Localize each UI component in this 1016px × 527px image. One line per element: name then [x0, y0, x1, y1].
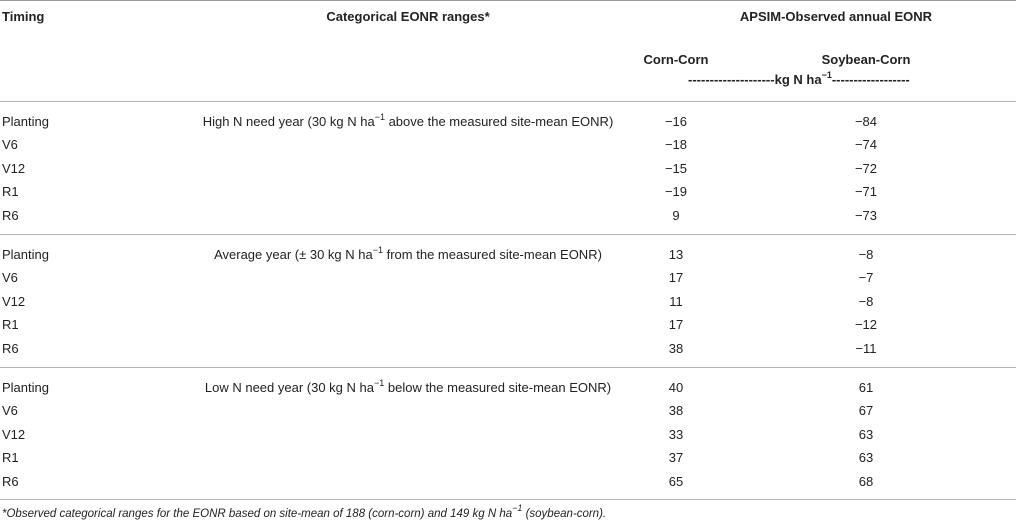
cell-soybean-corn: −8 — [858, 247, 874, 262]
cell-timing: Planting — [2, 380, 49, 395]
cell-timing: Planting — [2, 114, 49, 129]
cell-corn-corn: 38 — [668, 340, 684, 356]
cell-timing: V12 — [2, 160, 26, 176]
cell-category — [190, 378, 626, 398]
cell-corn-corn: −15 — [664, 160, 688, 176]
header-categorical-ranges: Categorical EONR ranges* — [326, 9, 490, 24]
cell-timing: V6 — [2, 270, 18, 286]
table-row — [0, 159, 1016, 179]
cell-soybean-corn: −73 — [854, 207, 878, 223]
cell-soybean-corn: −74 — [854, 137, 878, 153]
cell-soybean-corn: −84 — [854, 114, 878, 129]
cell-timing: V6 — [2, 137, 18, 153]
cell-corn-corn: 37 — [668, 450, 684, 466]
cell-timing: V12 — [2, 293, 26, 309]
category-text-end: below the measured site-mean EONR) — [384, 380, 612, 395]
cell-soybean-corn: −7 — [858, 270, 874, 286]
table-row — [0, 378, 1016, 398]
cell-timing: R6 — [2, 207, 19, 223]
table-top-rule — [0, 0, 1016, 1]
table-row — [0, 315, 1016, 335]
cell-soybean-corn: 63 — [858, 450, 874, 466]
cell-soybean-corn: 68 — [858, 473, 874, 489]
table-row — [0, 268, 1016, 288]
cell-corn-corn: 38 — [668, 403, 684, 419]
cell-corn-corn: −18 — [664, 137, 688, 153]
table-row — [0, 135, 1016, 155]
cell-corn-corn: 65 — [668, 473, 684, 489]
unit-dashes-left: -------------------- — [688, 72, 775, 87]
cell-timing: V12 — [2, 426, 26, 442]
cell-corn-corn: −16 — [664, 114, 688, 129]
table-row — [0, 425, 1016, 445]
header-timing: Timing — [2, 9, 45, 24]
cell-corn-corn: 13 — [668, 247, 684, 262]
cell-timing: R1 — [2, 450, 19, 466]
cell-corn-corn: 17 — [668, 317, 684, 333]
table-row — [0, 472, 1016, 492]
cell-corn-corn: 9 — [672, 207, 680, 223]
cell-category — [190, 112, 626, 132]
cell-soybean-corn: 61 — [858, 380, 874, 395]
cell-corn-corn: 33 — [668, 426, 684, 442]
table-row — [0, 448, 1016, 468]
cell-timing: R1 — [2, 317, 19, 333]
cell-timing: Planting — [2, 247, 49, 262]
footnote-superscript: −1 — [512, 503, 523, 514]
cell-soybean-corn: 63 — [858, 426, 874, 442]
unit-label: kg N ha — [774, 72, 822, 87]
header-apsim-observed: APSIM-Observed annual EONR — [739, 9, 933, 24]
table-row — [0, 112, 1016, 132]
cell-soybean-corn: 67 — [858, 403, 874, 419]
category-text: High N need year (30 kg N ha — [202, 114, 375, 129]
table-row — [0, 245, 1016, 265]
footnote-text-end: (soybean-corn). — [522, 508, 607, 520]
unit-row — [688, 69, 910, 87]
header-corn-corn: Corn-Corn — [643, 52, 709, 67]
cell-timing: R6 — [2, 340, 19, 356]
cell-soybean-corn: −11 — [855, 340, 877, 356]
cell-corn-corn: 40 — [668, 380, 684, 395]
footnote — [2, 503, 607, 520]
category-text-end: above the measured site-mean EONR) — [384, 114, 614, 129]
table-row — [0, 339, 1016, 359]
group-rule — [0, 367, 1016, 368]
cell-corn-corn: −19 — [664, 184, 688, 200]
cell-soybean-corn: −8 — [858, 293, 874, 309]
cell-soybean-corn: −12 — [854, 317, 878, 333]
table-row — [0, 292, 1016, 312]
category-text: Low N need year (30 kg N ha — [204, 380, 374, 395]
category-text-end: from the measured site-mean EONR) — [383, 247, 602, 262]
cell-corn-corn: 17 — [668, 270, 684, 286]
header-rule — [0, 101, 1016, 102]
cell-corn-corn: 11 — [669, 293, 683, 309]
footnote-text: *Observed categorical ranges for the EONR based on site-mean of 188 (corn-corn) and 149 kg N ha — [2, 508, 513, 520]
cell-timing: R1 — [2, 184, 19, 200]
table-row — [0, 401, 1016, 421]
cell-timing: R6 — [2, 473, 19, 489]
category-superscript: −1 — [373, 377, 385, 388]
category-text: Average year (± 30 kg N ha — [214, 247, 373, 262]
table-row — [0, 206, 1016, 226]
group-rule — [0, 234, 1016, 235]
group-rule — [0, 499, 1016, 500]
cell-soybean-corn: −71 — [854, 184, 878, 200]
unit-dashes-right: ------------------ — [831, 72, 910, 87]
cell-soybean-corn: −72 — [854, 160, 878, 176]
unit-superscript: −1 — [821, 69, 832, 80]
cell-category — [190, 245, 626, 265]
category-superscript: −1 — [372, 244, 383, 255]
cell-timing: V6 — [2, 403, 18, 419]
header-soybean-corn: Soybean-Corn — [821, 52, 911, 67]
category-superscript: −1 — [374, 111, 385, 122]
table-row — [0, 182, 1016, 202]
